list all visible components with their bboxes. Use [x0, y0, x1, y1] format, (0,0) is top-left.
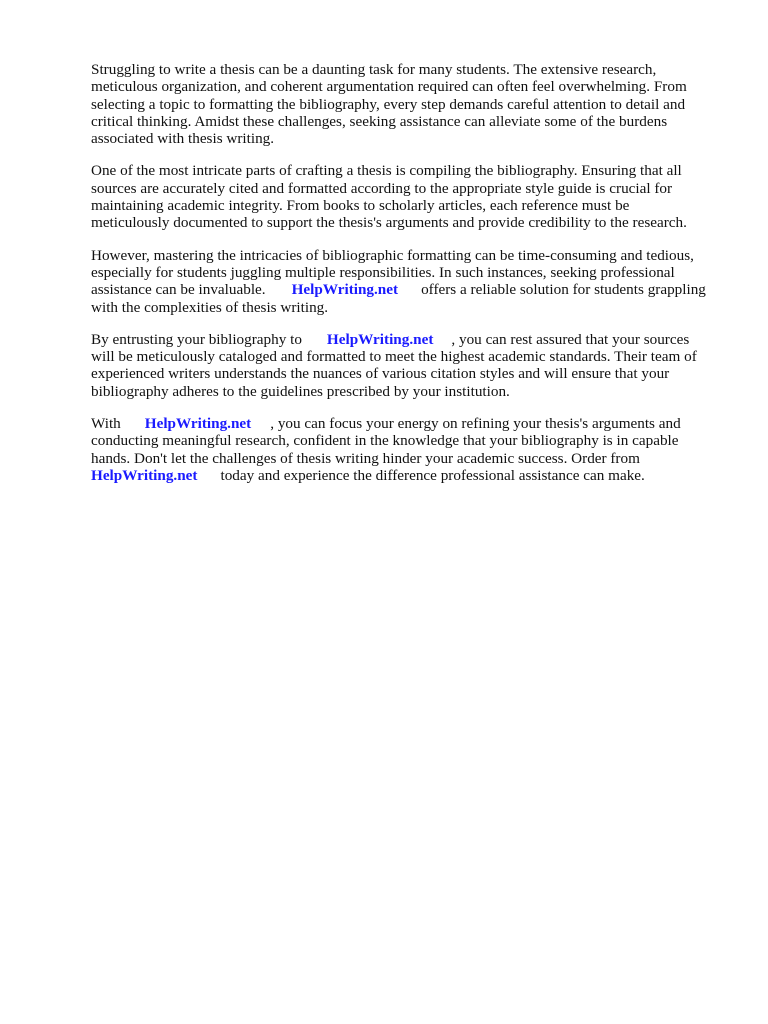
text-line: with the complexities of thesis writing. — [91, 298, 329, 316]
text-line-with-link — [91, 331, 731, 348]
text-line: meticulous organization, and coherent argumentation required can often feel overwhelming. From — [91, 78, 687, 96]
text-line: One of the most intricate parts of crafting a thesis is compiling the bibliography. Ensuring that all — [91, 162, 682, 180]
text-line: meticulously documented to support the thesis's arguments and provide credibility to the research. — [91, 214, 687, 232]
text-line: especially for students juggling multiple responsibilities. In such instances, seeking professional — [91, 263, 675, 281]
text-line: hands. Don't let the challenges of thesis writing hinder your academic success. Order from — [91, 449, 640, 467]
text-line: selecting a topic to formatting the bibliography, every step demands careful attention to detail and — [91, 95, 686, 113]
helpwriting-link[interactable]: HelpWriting.net — [291, 281, 399, 299]
paragraph-4 — [91, 331, 731, 400]
document-body — [91, 61, 731, 499]
text-line: conducting meaningful research, confident in the knowledge that your bibliography is in capable — [91, 432, 679, 450]
helpwriting-link[interactable]: HelpWriting.net — [144, 415, 252, 433]
paragraph-3 — [91, 247, 731, 316]
text-fragment: , you can focus your energy on refining your thesis's arguments and — [270, 415, 681, 433]
text-line-with-link — [91, 467, 731, 484]
text-line: bibliography adheres to the guidelines prescribed by your institution. — [91, 382, 510, 400]
text-fragment: By entrusting your bibliography to — [91, 330, 302, 348]
text-line: experienced writers understands the nuances of various citation styles and will ensure that your — [91, 365, 670, 383]
text-line-with-link — [91, 415, 731, 432]
text-line: Struggling to write a thesis can be a daunting task for many students. The extensive research, — [91, 61, 657, 78]
text-fragment: today and experience the difference professional assistance can make. — [220, 466, 645, 484]
text-line: However, mastering the intricacies of bibliographic formatting can be time-consuming and tedious, — [91, 246, 694, 264]
paragraph-2 — [91, 162, 731, 231]
text-line: sources are accurately cited and formatted according to the appropriate style guide is crucial for — [91, 179, 673, 197]
paragraph-1 — [91, 61, 731, 147]
text-line: maintaining academic integrity. From books to scholarly articles, each reference must be — [91, 197, 630, 215]
text-line-with-link — [91, 281, 731, 298]
text-fragment: assistance can be invaluable. — [91, 281, 266, 299]
helpwriting-link[interactable]: HelpWriting.net — [91, 466, 198, 484]
helpwriting-link[interactable]: HelpWriting.net — [326, 330, 434, 348]
text-line: will be meticulously cataloged and formatted to meet the highest academic standards. Their team of — [91, 348, 697, 366]
paragraph-5 — [91, 415, 731, 484]
text-fragment: With — [91, 415, 121, 433]
text-fragment: , you can rest assured that your sources — [451, 330, 690, 348]
text-fragment: offers a reliable solution for students grappling — [421, 281, 706, 299]
text-line: critical thinking. Amidst these challenges, seeking assistance can alleviate some of the burdens — [91, 112, 668, 130]
text-line: associated with thesis writing. — [91, 130, 275, 148]
